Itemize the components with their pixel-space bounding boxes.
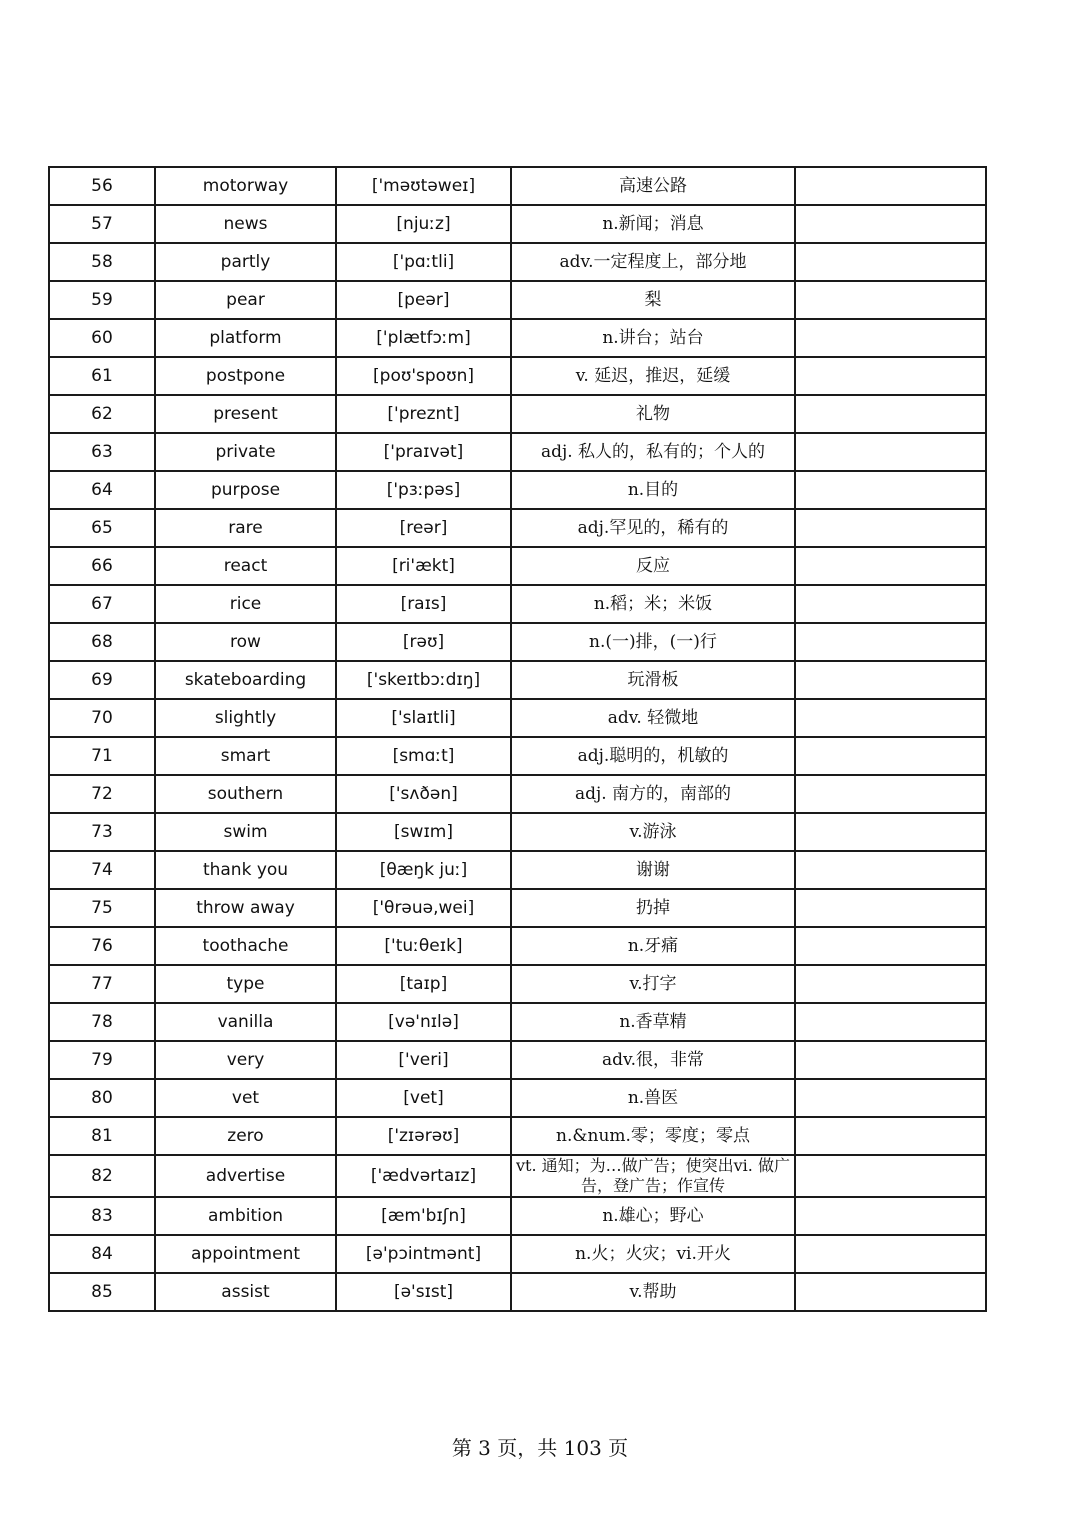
table-row — [49, 699, 986, 737]
entry-note — [795, 547, 986, 585]
table-row — [49, 1003, 986, 1041]
entry-note — [795, 433, 986, 471]
table-row — [49, 243, 986, 281]
entry-note — [795, 1273, 986, 1311]
entry-phonetic: [peər] — [336, 281, 511, 319]
entry-word: smart — [155, 737, 336, 775]
entry-meaning: v.打字 — [511, 965, 795, 1003]
table-row — [49, 813, 986, 851]
entry-word: appointment — [155, 1235, 336, 1273]
vocabulary-table-body — [49, 167, 986, 1311]
entry-number: 70 — [49, 699, 155, 737]
entry-note — [795, 395, 986, 433]
table-row — [49, 395, 986, 433]
entry-meaning: 扔掉 — [511, 889, 795, 927]
entry-meaning: n.牙痛 — [511, 927, 795, 965]
entry-phonetic: ['sʌðən] — [336, 775, 511, 813]
table-row — [49, 965, 986, 1003]
entry-number: 74 — [49, 851, 155, 889]
entry-phonetic: [æm'bɪʃn] — [336, 1197, 511, 1235]
entry-meaning: 梨 — [511, 281, 795, 319]
entry-number: 82 — [49, 1155, 155, 1197]
entry-meaning: n.&num.零；零度；零点 — [511, 1117, 795, 1155]
entry-word: vanilla — [155, 1003, 336, 1041]
entry-word: advertise — [155, 1155, 336, 1197]
entry-word: swim — [155, 813, 336, 851]
entry-meaning: n.(一)排，(一)行 — [511, 623, 795, 661]
entry-number: 71 — [49, 737, 155, 775]
entry-meaning: n.香草精 — [511, 1003, 795, 1041]
entry-word: private — [155, 433, 336, 471]
table-row — [49, 1273, 986, 1311]
entry-meaning: adj.罕见的，稀有的 — [511, 509, 795, 547]
entry-note — [795, 661, 986, 699]
entry-note — [795, 471, 986, 509]
entry-meaning: vt. 通知；为…做广告；使突出vi. 做广告，登广告；作宣传 — [511, 1155, 795, 1197]
table-row — [49, 1235, 986, 1273]
entry-note — [795, 737, 986, 775]
entry-note — [795, 623, 986, 661]
entry-note — [795, 1235, 986, 1273]
entry-phonetic: [taɪp] — [336, 965, 511, 1003]
entry-note — [795, 1197, 986, 1235]
table-row — [49, 623, 986, 661]
entry-number: 59 — [49, 281, 155, 319]
entry-phonetic: ['preznt] — [336, 395, 511, 433]
entry-phonetic: ['məʊtəweɪ] — [336, 167, 511, 205]
entry-meaning: adv.很，非常 — [511, 1041, 795, 1079]
entry-number: 72 — [49, 775, 155, 813]
table-row — [49, 547, 986, 585]
entry-meaning: v.帮助 — [511, 1273, 795, 1311]
entry-phonetic: [rəʊ] — [336, 623, 511, 661]
entry-note — [795, 1041, 986, 1079]
entry-note — [795, 281, 986, 319]
entry-number: 66 — [49, 547, 155, 585]
entry-number: 81 — [49, 1117, 155, 1155]
entry-word: purpose — [155, 471, 336, 509]
entry-phonetic: ['ædvərtaɪz] — [336, 1155, 511, 1197]
entry-note — [795, 1117, 986, 1155]
entry-note — [795, 167, 986, 205]
table-row — [49, 737, 986, 775]
entry-number: 56 — [49, 167, 155, 205]
entry-note — [795, 205, 986, 243]
entry-phonetic: [reər] — [336, 509, 511, 547]
entry-word: skateboarding — [155, 661, 336, 699]
entry-note — [795, 965, 986, 1003]
entry-number: 77 — [49, 965, 155, 1003]
entry-phonetic: [vet] — [336, 1079, 511, 1117]
table-row — [49, 927, 986, 965]
table-row — [49, 509, 986, 547]
entry-phonetic: [ri'ækt] — [336, 547, 511, 585]
entry-word: postpone — [155, 357, 336, 395]
table-row — [49, 281, 986, 319]
entry-word: ambition — [155, 1197, 336, 1235]
entry-number: 69 — [49, 661, 155, 699]
table-row — [49, 775, 986, 813]
entry-number: 65 — [49, 509, 155, 547]
vocabulary-table — [48, 166, 987, 1312]
entry-meaning: adj.聪明的，机敏的 — [511, 737, 795, 775]
entry-meaning: adj. 南方的，南部的 — [511, 775, 795, 813]
entry-note — [795, 775, 986, 813]
table-row — [49, 1079, 986, 1117]
table-row — [49, 1117, 986, 1155]
entry-note — [795, 243, 986, 281]
entry-number: 62 — [49, 395, 155, 433]
entry-word: zero — [155, 1117, 336, 1155]
entry-meaning: v. 延迟，推迟，延缓 — [511, 357, 795, 395]
entry-phonetic: ['plætfɔːm] — [336, 319, 511, 357]
entry-phonetic: ['skeɪtbɔːdɪŋ] — [336, 661, 511, 699]
entry-meaning: 高速公路 — [511, 167, 795, 205]
entry-phonetic: ['pɑːtli] — [336, 243, 511, 281]
entry-phonetic: [ə'pɔintmənt] — [336, 1235, 511, 1273]
entry-phonetic: ['slaɪtli] — [336, 699, 511, 737]
entry-phonetic: ['veri] — [336, 1041, 511, 1079]
entry-number: 85 — [49, 1273, 155, 1311]
entry-meaning: n.火；火灾；vi.开火 — [511, 1235, 795, 1273]
entry-note — [795, 927, 986, 965]
page-number-footer: 第 3 页，共 103 页 — [451, 1436, 629, 1460]
entry-phonetic: [ə'sɪst] — [336, 1273, 511, 1311]
entry-meaning: n.新闻；消息 — [511, 205, 795, 243]
entry-meaning: n.讲台；站台 — [511, 319, 795, 357]
entry-phonetic: ['zɪərəʊ] — [336, 1117, 511, 1155]
entry-phonetic: [və'nɪlə] — [336, 1003, 511, 1041]
entry-number: 73 — [49, 813, 155, 851]
entry-note — [795, 889, 986, 927]
entry-meaning: n.稻；米；米饭 — [511, 585, 795, 623]
entry-phonetic: [θæŋk juː] — [336, 851, 511, 889]
table-row — [49, 471, 986, 509]
entry-phonetic: [poʊ'spoʊn] — [336, 357, 511, 395]
entry-word: react — [155, 547, 336, 585]
entry-note — [795, 699, 986, 737]
entry-meaning: 玩滑板 — [511, 661, 795, 699]
table-row — [49, 889, 986, 927]
entry-word: very — [155, 1041, 336, 1079]
entry-number: 83 — [49, 1197, 155, 1235]
table-row — [49, 205, 986, 243]
entry-note — [795, 1079, 986, 1117]
entry-word: assist — [155, 1273, 336, 1311]
entry-word: vet — [155, 1079, 336, 1117]
entry-meaning: adv. 轻微地 — [511, 699, 795, 737]
table-row — [49, 1155, 986, 1197]
entry-meaning: 反应 — [511, 547, 795, 585]
entry-meaning: n.兽医 — [511, 1079, 795, 1117]
table-row — [49, 1197, 986, 1235]
entry-number: 60 — [49, 319, 155, 357]
table-row — [49, 661, 986, 699]
entry-note — [795, 585, 986, 623]
entry-meaning: v.游泳 — [511, 813, 795, 851]
entry-number: 58 — [49, 243, 155, 281]
entry-note — [795, 319, 986, 357]
table-row — [49, 319, 986, 357]
entry-number: 67 — [49, 585, 155, 623]
entry-number: 64 — [49, 471, 155, 509]
entry-number: 80 — [49, 1079, 155, 1117]
entry-note — [795, 357, 986, 395]
entry-note — [795, 813, 986, 851]
table-row — [49, 1041, 986, 1079]
entry-word: slightly — [155, 699, 336, 737]
entry-number: 79 — [49, 1041, 155, 1079]
entry-word: southern — [155, 775, 336, 813]
entry-meaning: n.雄心；野心 — [511, 1197, 795, 1235]
entry-meaning: adj. 私人的，私有的；个人的 — [511, 433, 795, 471]
entry-meaning: adv.一定程度上，部分地 — [511, 243, 795, 281]
entry-note — [795, 851, 986, 889]
entry-word: motorway — [155, 167, 336, 205]
entry-phonetic: [swɪm] — [336, 813, 511, 851]
entry-number: 78 — [49, 1003, 155, 1041]
entry-meaning: 谢谢 — [511, 851, 795, 889]
entry-number: 84 — [49, 1235, 155, 1273]
entry-note — [795, 1003, 986, 1041]
entry-word: rare — [155, 509, 336, 547]
entry-note — [795, 1155, 986, 1197]
entry-word: type — [155, 965, 336, 1003]
entry-word: platform — [155, 319, 336, 357]
entry-word: throw away — [155, 889, 336, 927]
entry-phonetic: ['pɜːpəs] — [336, 471, 511, 509]
entry-number: 75 — [49, 889, 155, 927]
entry-word: thank you — [155, 851, 336, 889]
entry-word: present — [155, 395, 336, 433]
table-row — [49, 851, 986, 889]
entry-number: 63 — [49, 433, 155, 471]
entry-word: row — [155, 623, 336, 661]
entry-number: 68 — [49, 623, 155, 661]
entry-word: rice — [155, 585, 336, 623]
entry-number: 76 — [49, 927, 155, 965]
entry-phonetic: [raɪs] — [336, 585, 511, 623]
table-row — [49, 433, 986, 471]
entry-phonetic: ['praɪvət] — [336, 433, 511, 471]
entry-note — [795, 509, 986, 547]
entry-phonetic: [smɑːt] — [336, 737, 511, 775]
entry-meaning: 礼物 — [511, 395, 795, 433]
entry-number: 57 — [49, 205, 155, 243]
entry-word: news — [155, 205, 336, 243]
table-row — [49, 585, 986, 623]
table-row — [49, 167, 986, 205]
entry-meaning: n.目的 — [511, 471, 795, 509]
entry-word: pear — [155, 281, 336, 319]
entry-word: partly — [155, 243, 336, 281]
entry-phonetic: ['tuːθeɪk] — [336, 927, 511, 965]
table-row — [49, 357, 986, 395]
entry-phonetic: [njuːz] — [336, 205, 511, 243]
entry-number: 61 — [49, 357, 155, 395]
entry-word: toothache — [155, 927, 336, 965]
entry-phonetic: ['θrəuə,wei] — [336, 889, 511, 927]
